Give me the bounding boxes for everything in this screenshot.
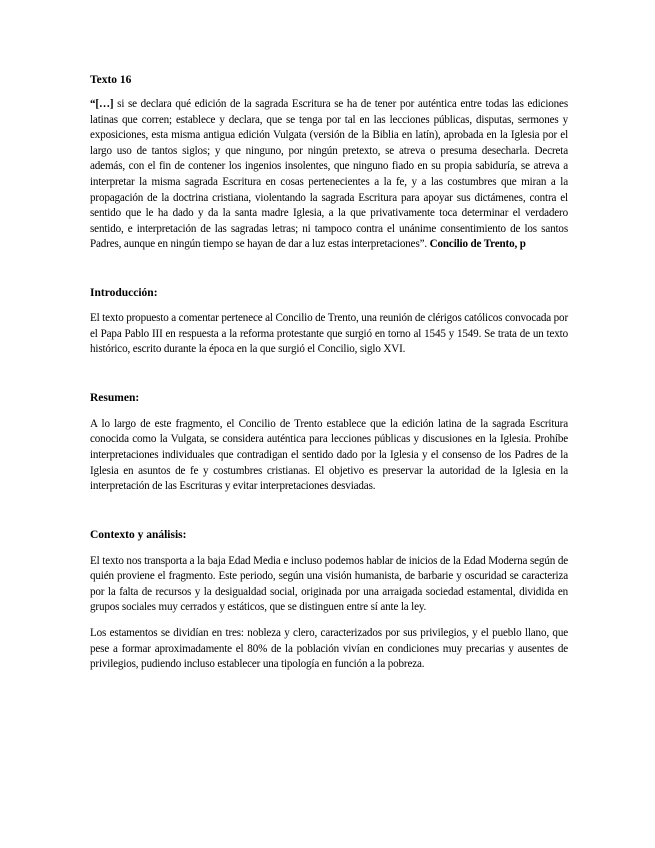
summary-heading: Resumen: xyxy=(90,391,140,404)
context-paragraph-1: El texto nos transporta a la baja Edad Media e incluso podemos hablar de inicios de la Edad Moderna según de quién proviene el fragmento. Este periodo, según una visión humanista, de barbarie y oscuridad se caracteriza por la falta de recursos y la desigualdad social, originada por una arraigada sociedad estamental, dividida en grupos sociales muy cerrados y estáticos, que se distinguen entre sí ante la ley. xyxy=(90,554,568,614)
document-page xyxy=(90,73,568,673)
introduction-heading: Introducción: xyxy=(90,286,158,299)
quote-opening: “[…] xyxy=(90,98,114,110)
introduction-text: El texto propuesto a comentar pertenece al Concilio de Trento, una reunión de clérigos católicos convocada por el Papa Pablo III en respuesta a la reforma protestante que surgió en torno al 1545 y 1549. Se trata de un texto histórico, escrito durante la época en la que surgió el Concilio, siglo XVI. xyxy=(90,311,568,356)
context-heading: Contexto y análisis: xyxy=(90,528,187,541)
context-paragraph-2: Los estamentos se dividían en tres: nobleza y clero, caracterizados por sus privilegios, y el pueblo llano, que pese a formar aproximadamente el 80% de la población vivían en condiciones muy precarias y ausentes de privilegios, pudiendo incluso establecer una tipología en función a la pobreza. xyxy=(90,627,568,671)
quote-body: si se declara qué edición de la sagrada Escritura se ha de tener por auténtica entre todas las ediciones latinas que corren; establece y declara, que se tenga por tal en las lecciones públicas, disputas, sermones y exposiciones, esta misma antigua edición Vulgata (versión de la Biblia en latín), aprobada en la Iglesia por el largo uso de tantos siglos; y que ninguno, por ningún pretexto, se atreva o presuma desecharla. Decreta además, con el fin de contener los ingenios insolentes, que ninguno fiado en su propia sabiduría, se atreva a interpretar la misma sagrada Escritura en cosas pertenecientes a la fe, y a las costumbres que miran a la propagación de la doctrina cristiana, violentando la sagrada Escritura para apoyar sus dictámenes, contra el sentido que le ha dado y da la santa madre Iglesia, a la que privativamente toca determinar el verdadero sentido, e interpretación de las sagradas letras; ni tampoco contra el unánime consentimiento de los santos Padres, aunque en ningún tiempo se hayan de dar a luz estas interpretaciones”. xyxy=(90,98,568,251)
quote-paragraph xyxy=(90,97,568,253)
quote-source: Concilio de Trento, p xyxy=(429,238,526,251)
document-title: Texto 16 xyxy=(90,74,132,86)
summary-text: A lo largo de este fragmento, el Concilio de Trento establece que la edición latina de la sagrada Escritura conocida como la Vulgata, se considera auténtica para lecciones públicas y discusiones en la Iglesia. Prohíbe interpretaciones individuales que contradigan el sentido dado por la Iglesia y el consenso de los Padres de la Iglesia en asuntos de fe y costumbres cristianas. El objetivo es preservar la autoridad de la Iglesia en la interpretación de las Escrituras y evitar interpretaciones desviadas. xyxy=(90,417,568,493)
